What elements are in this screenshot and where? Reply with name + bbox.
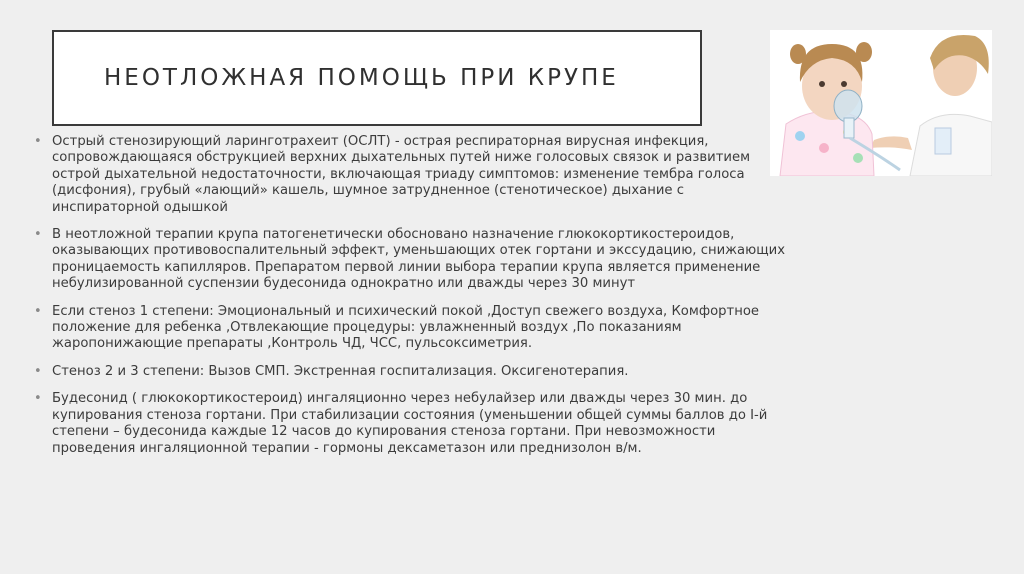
- photo-illustration: [770, 30, 992, 176]
- bullet-marker: •: [34, 227, 42, 243]
- bullet-item: [34, 134, 794, 216]
- bullet-list: [34, 134, 794, 457]
- bullet-item: [34, 364, 794, 380]
- title-box: [52, 30, 702, 126]
- bullet-text: Острый стенозирующий ларинготрахеит (ОСЛТ) - острая респираторная вирусная инфекция, сопровождающаяся обструкцией верхних дыхательных путей ниже голосовых связок и развитием острой дыхательной недостаточности, включающая триаду симптомов: изменение тембра голоса (дисфония), грубый «лающий» кашель, шумное затрудненное (стенотическое) дыхание с инспираторной одышкой: [52, 134, 751, 215]
- bullet-marker: •: [34, 391, 42, 407]
- bullet-text: Стеноз 2 и 3 степени: Вызов СМП. Экстренная госпитализация. Оксигенотерапия.: [52, 363, 629, 379]
- bullet-item: [34, 227, 794, 293]
- bullet-marker: •: [34, 303, 42, 319]
- bullet-item: [34, 391, 794, 457]
- bullet-text: Если стеноз 1 степени: Эмоциональный и психический покой ,Доступ свежего воздуха, Комфортное положение для ребенка ,Отвлекающие процедуры: увлажненный воздух ,По показаниям жаропонижающие препараты ,Контроль ЧД, ЧСС, пульсоксиметрия.: [52, 303, 760, 352]
- content-area: [34, 134, 794, 468]
- bullet-marker: •: [34, 363, 42, 379]
- bullet-marker: •: [34, 134, 42, 149]
- bullet-item: [34, 304, 794, 353]
- photo-child-nebulizer: [770, 30, 992, 176]
- bullet-text: В неотложной терапии крупа патогенетически обосновано назначение глюкокортикостероидов, оказывающих противовоспалительный эффект, уменьшающих отек гортани и экссудацию, снижающих проницаемость капилляров. Препаратом первой линии выбора терапии крупа является применение небулизированной суспензии будесонида однократно или дважды через 30 минут: [52, 227, 785, 292]
- bullet-text: Будесонид ( глюкокортикостероид) ингаляционно через небулайзер или дважды через 30 мин. до купирования стеноза гортани. При стабилизации состояния (уменьшении общей суммы баллов до I-й степени – будесонида каждые 12 часов до купирования стеноза гортани. При невозможности проведения ингаляционной терапии - гормоны дексаметазон или преднизолон в/м.: [52, 391, 768, 456]
- slide-title: НЕОТЛОЖНАЯ ПОМОЩЬ ПРИ КРУПЕ: [104, 65, 619, 91]
